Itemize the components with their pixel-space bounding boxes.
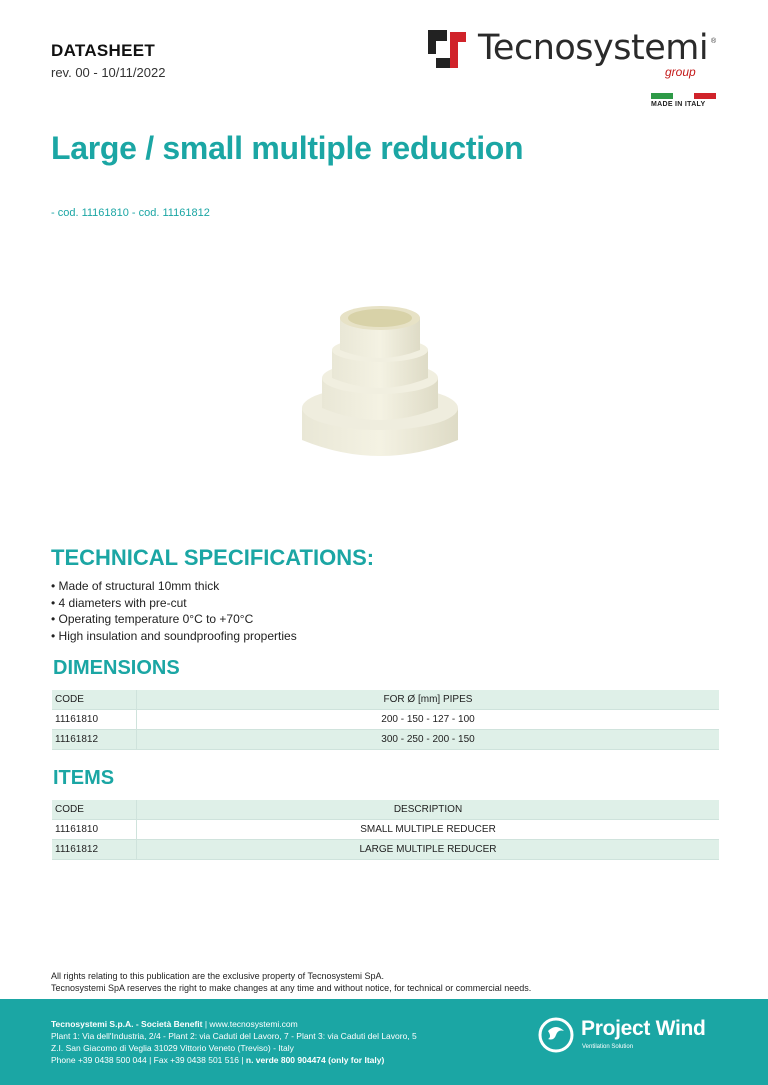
table-cell: 11161812: [52, 730, 137, 750]
company-name: Tecnosystemi S.p.A. - Società Benefit: [51, 1019, 203, 1029]
list-item: • 4 diameters with pre-cut: [51, 595, 187, 610]
table-cell: 11161810: [52, 820, 137, 840]
footer-contact: [51, 1018, 417, 1066]
toll-free-number: n. verde 800 904474 (only for Italy): [245, 1055, 385, 1065]
table-header-row: [52, 800, 719, 820]
table-cell: 11161810: [52, 710, 137, 730]
product-codes: - cod. 11161810 - cod. 11161812: [51, 207, 210, 219]
table-cell: 300 - 250 - 200 - 150: [137, 730, 720, 750]
dimensions-table: [52, 690, 719, 750]
table-cell: SMALL MULTIPLE REDUCER: [137, 820, 720, 840]
table-cell: LARGE MULTIPLE REDUCER: [137, 840, 720, 860]
column-header: DESCRIPTION: [137, 800, 720, 820]
items-heading: ITEMS: [53, 767, 115, 789]
rights-notice: [51, 970, 531, 994]
phone-fax: Phone +39 0438 500 044 | Fax +39 0438 501 516 |: [51, 1055, 246, 1065]
brand-group-label: group: [665, 65, 696, 79]
page-title: Large / small multiple reduction: [51, 130, 524, 166]
column-header: CODE: [52, 800, 137, 820]
table-header-row: [52, 690, 719, 710]
list-item: • Made of structural 10mm thick: [51, 579, 220, 593]
project-wind-icon: [538, 1017, 574, 1053]
list-item: • High insulation and soundproofing properties: [51, 628, 297, 643]
table-row: [52, 730, 719, 750]
dimensions-heading: DIMENSIONS: [53, 657, 180, 679]
plants-address: Plant 1: Via dell'Industria, 2/4 - Plant 2: via Caduti del Lavoro, 7 - Plant 3: via Caduti del Lavoro, 5: [51, 1031, 417, 1041]
revision-date: rev. 00 - 10/11/2022: [51, 65, 166, 80]
tecnosystemi-logo-mark: [428, 30, 472, 70]
table-cell: 11161812: [52, 840, 137, 860]
italian-flag: [651, 93, 716, 99]
items-table: [52, 800, 719, 860]
registered-mark: ®: [711, 38, 717, 45]
column-header: FOR Ø [mm] PIPES: [137, 690, 720, 710]
brand-name: Tecnosystemi: [478, 28, 709, 68]
tech-specs-list: [51, 578, 297, 644]
rights-line: Tecnosystemi SpA reserves the right to make changes at any time and without notice, for technical or commercial needs.: [51, 983, 532, 993]
table-row: [52, 710, 719, 730]
project-wind-name: Project Wind: [581, 1017, 706, 1040]
table-row: [52, 820, 719, 840]
made-in-italy-label: MADE IN ITALY: [651, 101, 706, 108]
tech-specs-heading: TECHNICAL SPECIFICATIONS:: [51, 545, 375, 570]
project-wind-tagline: Ventilation Solution: [582, 1044, 634, 1050]
website-link[interactable]: | www.tecnosystemi.com: [202, 1019, 298, 1029]
column-header: CODE: [52, 690, 137, 710]
list-item: • Operating temperature 0°C to +70°C: [51, 612, 254, 626]
rights-line: All rights relating to this publication are the exclusive property of Tecnosystemi SpA.: [51, 971, 384, 981]
postal-address: Z.I. San Giacomo di Veglia 31029 Vittorio Veneto (Treviso) - Italy: [51, 1043, 294, 1053]
table-cell: 200 - 150 - 127 - 100: [137, 710, 720, 730]
product-image: [300, 300, 460, 465]
datasheet-label: DATASHEET: [51, 41, 156, 60]
table-row: [52, 840, 719, 860]
